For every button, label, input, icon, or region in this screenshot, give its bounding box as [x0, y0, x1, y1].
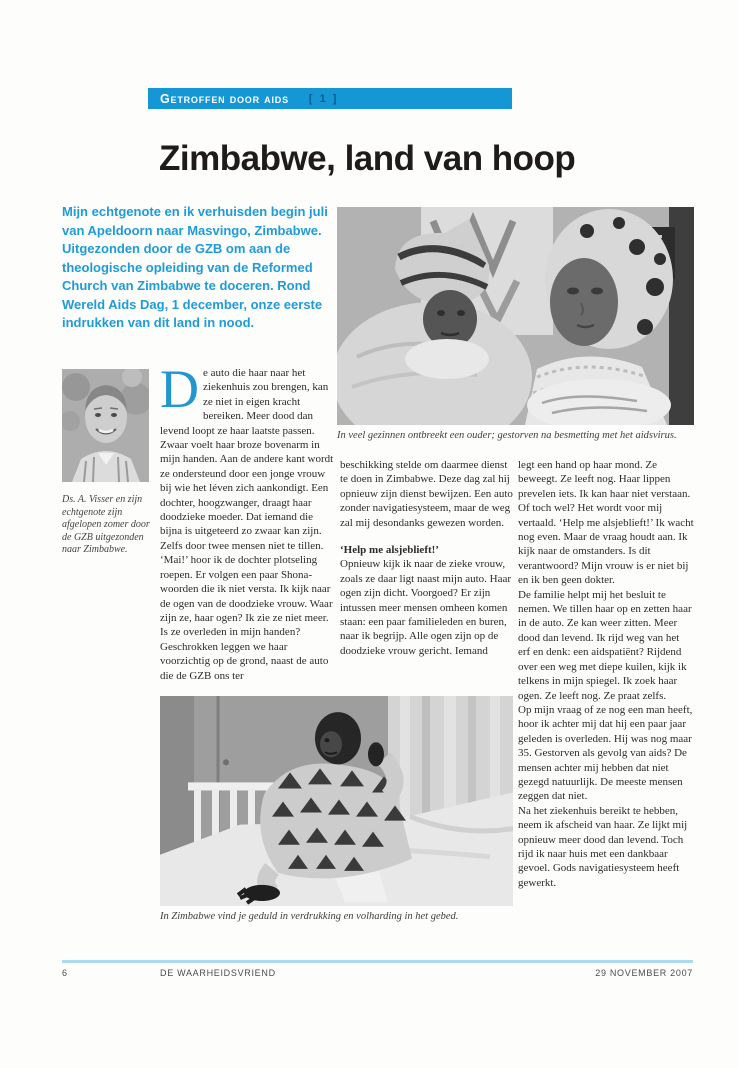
footer-rule — [62, 960, 693, 963]
section-kicker-bar — [148, 88, 512, 109]
footer-date: 29 NOVEMBER 2007 — [595, 968, 693, 978]
article-text: e auto die haar naar het ziekenhuis zou brengen, kan ze niet in eigen kracht bereiken. Meer dood dan levend loopt ze haar laatste passen. Zwaar voelt haar broze bovenarm in mijn handen. Aan de andere kant wordt ze ondersteund door een jonge vrouw bij wie het léven zich aankondigt. Een dochter, hoogzwanger, draagt haar doodzieke moeder. Dat iemand die bijna is uitgeteerd zo zwaar kan zijn. Zelfs door twee mensen niet te tillen. ‘Mai!’ hoor ik de dochter plotseling roepen. Er volgen een paar Shona-woorden die ik niet versta. Ik kijk naar de ogen van de doodzieke vrouw. Waar zijn ze, haar ogen? Ik zie ze niet meer. Is ze overleden in mijn handen? Geschrokken leggen we haar voorzichtig op de grond, naast de auto die de GZB ons ter — [160, 367, 334, 682]
article-paragraph: legt een hand op haar mond. Ze beweegt. Ze leeft nog. Haar lippen prevelen iets. Ik kan haar niet verstaan. Of toch wel? Het wordt voor mij vertaald. ‘Help me alsjeblieft!’ Ik wacht nog even. Maar de vraag houdt aan. Ik kijk naar de omstanders. Is dit verantwoord? Mijn vrouw is er niet bij en ik ben geen dokter. — [518, 459, 694, 587]
article-title: Zimbabwe, land van hoop — [159, 139, 576, 179]
article-paragraph — [160, 366, 336, 683]
footer-publication-name: DE WAARHEIDSVRIEND — [160, 968, 276, 978]
article-paragraph: Opnieuw kijk ik naar de zieke vrouw, zoals ze daar ligt naast mijn auto. Haar ogen zijn dicht. Voorgoed? Er zijn intussen meer mensen omheen komen staan: een paar familieleden en buren, naar ik begrijp. Alle ogen zijn op de doodzieke vrouw gericht. Iemand — [340, 558, 512, 657]
article-subheading: ‘Help me alsjeblieft!’ — [340, 544, 439, 557]
author-portrait-caption: Ds. A. Visser en zijn echtgenote zijn afgelopen zomer door de GZB uitgezonden naar Zimbabwe. — [62, 494, 150, 556]
article-paragraph: Na het ziekenhuis bereikt te hebben, neem ik afscheid van haar. Ze lijkt mij opnieuw meer dood dan levend. Toch rijd ik naar huis met een dankbaar gevoel. Gods navigatiesysteem heeft gewerkt. — [518, 804, 688, 889]
hospital-photo — [160, 696, 513, 906]
section-kicker-page-marker: [ 1 ] — [308, 92, 339, 105]
footer-page-number: 6 — [62, 968, 68, 978]
family-photo — [337, 207, 694, 425]
family-photo-caption: In veel gezinnen ontbreekt een ouder; gestorven na besmetting met het aidsvirus. — [337, 430, 677, 441]
author-portrait-photo — [62, 369, 149, 482]
footer — [62, 968, 693, 982]
article-paragraph: De familie helpt mij het besluit te nemen. We tillen haar op en zetten haar in de auto. Ze kan weer zitten. Meer dood dan levend. Ik rijd weg van het erf en denk: een aidspatiënt? Rijdend over een weg met diepe kuilen, kijk ik telkens in mijn spiegel. Ik zoek haar ogen. Ze leeft nog. Ze praat zelfs. — [518, 588, 692, 702]
section-kicker-label: Getroffen door aids — [160, 91, 289, 106]
article-column-3 — [518, 458, 694, 936]
article-column-1 — [160, 366, 336, 702]
dropcap: D — [160, 366, 199, 419]
hospital-photo-caption: In Zimbabwe vind je geduld in verdrukking en volharding in het gebed. — [160, 911, 459, 922]
article-paragraph: Op mijn vraag of ze nog een man heeft, hoor ik achter mij dat hij een paar jaar geleden is overleden. Hij was nog maar 35. Gestorven als gevolg van aids? De mensen achter mij hebben dat niet gezegd natuurlijk. De meeste mensen zeggen dat niet. — [518, 703, 693, 803]
article-paragraph: beschikking stelde om daarmee dienst te doen in Zimbabwe. Deze dag zal hij opnieuw zijn dienst bewijzen. Een auto zonder navigatiesysteem, maar de weg zal mij desondanks gewezen worden. — [340, 459, 513, 529]
article-column-2 — [340, 458, 513, 696]
article-intro: Mijn echtgenote en ik verhuisden begin juli van Apeldoorn naar Masvingo, Zimbabwe. Uitgezonden door de GZB om aan de theologische opleiding van de Reformed Church van Zimbabwe te doceren. Rond Wereld Aids Dag, 1 december, onze eerste indrukken van dit land in nood. — [62, 204, 328, 330]
